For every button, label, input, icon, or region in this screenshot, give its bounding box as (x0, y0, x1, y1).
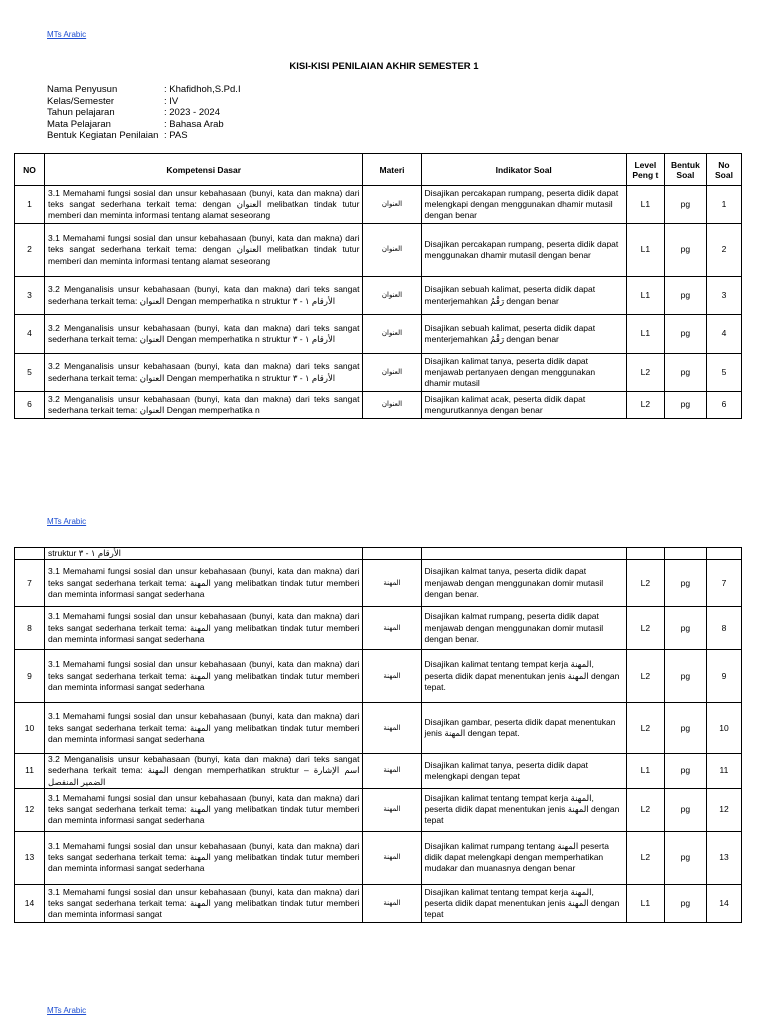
cell-indikator: Disajikan kalimat tentang tempat kerja المهنة, peserta didik dapat menentukan jenis المهنة dengan tepat (421, 884, 626, 922)
table-row (15, 560, 742, 607)
cell-level: L1 (626, 277, 664, 315)
cell-bentuk: pg (664, 650, 706, 703)
kisi-kisi-table-page2 (14, 547, 742, 923)
cell-level: L1 (626, 315, 664, 354)
cell-kd: 3.1 Memahami fungsi sosial dan unsur kebahasaan (bunyi, kata dan makna) dari teks sangat sederhana terkait tema: المهنة yang melibatkan tindak tutur memberi dan meminta informasi sangat sederhana (45, 788, 363, 831)
cell-level: L1 (626, 754, 664, 789)
cell-level: L1 (626, 186, 664, 224)
cell-level: L1 (626, 884, 664, 922)
cell-bentuk: pg (664, 392, 706, 419)
meta-value: : Khafidhoh,S.Pd.I (164, 84, 241, 95)
cell-no: 9 (15, 650, 45, 703)
cell-no: 10 (15, 703, 45, 754)
cell-no: 13 (15, 831, 45, 884)
cell-level: L2 (626, 354, 664, 392)
cell-materi: العنوان (363, 392, 421, 419)
cell-no: 1 (15, 186, 45, 224)
col-header-nosoal: No Soal (706, 154, 741, 186)
cell-bentuk: pg (664, 224, 706, 277)
cell-kd: 3.1 Memahami fungsi sosial dan unsur kebahasaan (bunyi, kata dan makna) dari teks sangat sederhana terkait tema: المهنة yang melibatkan tindak tutur memberi dan meminta informasi sangat sederhana (45, 607, 363, 650)
cell-level: L2 (626, 392, 664, 419)
document-meta (47, 84, 241, 142)
cell-bentuk: pg (664, 315, 706, 354)
cell-indikator: Disajikan kalimat tentang tempat kerja المهنة, peserta didik dapat menentukan jenis المهنة dengan tepat. (421, 650, 626, 703)
cell-materi: المهنة (363, 884, 421, 922)
cell-nosoal: 3 (706, 277, 741, 315)
cell-no: 3 (15, 277, 45, 315)
cell-bentuk: pg (664, 186, 706, 224)
cell-materi: العنوان (363, 277, 421, 315)
cell-bentuk: pg (664, 788, 706, 831)
cell-nosoal: 11 (706, 754, 741, 789)
document-title: KISI-KISI PENILAIAN AKHIR SEMESTER 1 (289, 61, 479, 72)
cell-indikator: Disajikan percakapan rumpang, peserta didik dapat menggunakan dhamir mutasil dengan benar (421, 224, 626, 277)
cell-kd: 3.2 Menganalisis unsur kebahasaan (bunyi, kata dan makna) dari teks sangat sederhana terkait tema: العنوان Dengan memperhatika n struktur الأرقام ١ - ٣ (45, 277, 363, 315)
cell-no: 6 (15, 392, 45, 419)
cell-kd: 3.2 Menganalisis unsur kebahasaan (bunyi, kata dan makna) dari teks sangat sederhana terkait tema: العنوان Dengan memperhatika n struktur الأرقام ١ - ٣ (45, 354, 363, 392)
cell-nosoal: 12 (706, 788, 741, 831)
cell-indikator: Disajikan kalimat tentang tempat kerja المهنة, peserta didik dapat menentukan jenis المهنة dengan tepat (421, 788, 626, 831)
table-row (15, 392, 742, 419)
table-row (15, 788, 742, 831)
cell-indikator: Disajikan gambar, peserta didik dapat menentukan jenis المهنة dengan tepat. (421, 703, 626, 754)
meta-row (47, 107, 241, 119)
table-row (15, 315, 742, 354)
cell-nosoal: 9 (706, 650, 741, 703)
meta-row (47, 119, 241, 131)
cell-level: L2 (626, 560, 664, 607)
meta-row (47, 130, 241, 142)
cell-nosoal: 1 (706, 186, 741, 224)
cell-bentuk: pg (664, 277, 706, 315)
cell-nosoal: 6 (706, 392, 741, 419)
cell-level: L2 (626, 831, 664, 884)
cell-kd: 3.1 Memahami fungsi sosial dan unsur kebahasaan (bunyi, kata dan makna) dari teks sangat sederhana terkait tema: المهنة yang melibatkan tindak tutur memberi dan meminta informasi sangat sederhana (45, 831, 363, 884)
col-header-indikator: Indikator Soal (421, 154, 626, 186)
cell-bentuk: pg (664, 703, 706, 754)
cell-bentuk: pg (664, 884, 706, 922)
cell-nosoal: 14 (706, 884, 741, 922)
cell-no: 11 (15, 754, 45, 789)
kisi-kisi-table-page1 (14, 153, 742, 419)
cell-materi: المهنة (363, 703, 421, 754)
col-header-no: NO (15, 154, 45, 186)
cell-bentuk: pg (664, 354, 706, 392)
table-row (15, 754, 742, 789)
header-link-page1[interactable]: MTs Arabic (47, 30, 87, 39)
cell-kd: 3.2 Menganalisis unsur kebahasaan (bunyi, kata dan makna) dari teks sangat sederhana terkait tema: المهنة dengan memperhatikan struktur اسم الإشارة – الضمير المنفصل (45, 754, 363, 789)
cell-bentuk: pg (664, 754, 706, 789)
cell-indikator: Disajikan sebuah kalimat, peserta didik dapat menterjemahkan رَقْمُ dengan benar (421, 277, 626, 315)
cell-indikator: Disajikan kalmat tanya, peserta didik dapat menjawab dengan menggunakan domir mutasil dengan benar. (421, 560, 626, 607)
table-row (15, 277, 742, 315)
cell-no: 12 (15, 788, 45, 831)
cell-nosoal: 4 (706, 315, 741, 354)
cell-materi: المهنة (363, 607, 421, 650)
cell-kd: 3.1 Memahami fungsi sosial dan unsur kebahasaan (bunyi, kata dan makna) dari teks sangat sederhana terkait tema: المهنة yang melibatkan tindak tutur memberi dan meminta informasi sangat (45, 884, 363, 922)
cell-level: L2 (626, 788, 664, 831)
cell-indikator: Disajikan kalimat tanya, peserta didik dapat melengkapi dengan tepat (421, 754, 626, 789)
table-row (15, 831, 742, 884)
col-header-bentuk: Bentuk Soal (664, 154, 706, 186)
table-row (15, 354, 742, 392)
meta-value: : IV (164, 95, 179, 107)
cell-level: L2 (626, 650, 664, 703)
cell-level: L2 (626, 703, 664, 754)
cell-kd: 3.1 Memahami fungsi sosial dan unsur kebahasaan (bunyi, kata dan makna) dari teks sangat sederhana terkait tema: المهنة yang melibatkan tindak tutur memberi dan meminta informasi sangat sederhana (45, 560, 363, 607)
cell-materi: المهنة (363, 754, 421, 789)
meta-value: : PAS (164, 130, 188, 141)
cell-materi: المهنة (363, 650, 421, 703)
cell-no: 2 (15, 224, 45, 277)
cell-no: 5 (15, 354, 45, 392)
meta-row (47, 84, 241, 96)
table-row (15, 884, 742, 922)
cell-materi: المهنة (363, 831, 421, 884)
cell-indikator: Disajikan percakapan rumpang, peserta didik dapat melengkapi dengan menggunakan dhamir mutasil dengan benar (421, 186, 626, 224)
cell-nosoal: 13 (706, 831, 741, 884)
cell-indikator: Disajikan kalmat rumpang, peserta didik dapat menjawab dengan menggunakan domir mutasil dengan benar. (421, 607, 626, 650)
cell-indikator: Disajikan kalimat acak, peserta didik dapat mengurutkannya dengan benar (421, 392, 626, 419)
cell-no: 8 (15, 607, 45, 650)
cell-indikator: Disajikan kalimat rumpang tentang المهنة peserta didik dapat melengkapi dengan memperhatikan mudakar dan muanasnya dengan benar (421, 831, 626, 884)
col-header-materi: Materi (363, 154, 421, 186)
header-link-page2[interactable]: MTs Arabic (47, 517, 87, 526)
cell-materi: العنوان (363, 315, 421, 354)
meta-row (47, 96, 241, 108)
cell-no: 14 (15, 884, 45, 922)
table-row (15, 224, 742, 277)
table-row (15, 607, 742, 650)
cell-no: 4 (15, 315, 45, 354)
cell-level: L2 (626, 607, 664, 650)
meta-value: : 2023 - 2024 (164, 107, 220, 118)
table-row (15, 186, 742, 224)
table-row (15, 703, 742, 754)
meta-label: Bentuk Kegiatan Penilaian (47, 130, 159, 141)
meta-label: Tahun pelajaran (47, 107, 115, 118)
col-header-kd: Kompetensi Dasar (45, 154, 363, 186)
cell-indikator: Disajikan sebuah kalimat, peserta didik dapat menterjemahkan رَقْمُ dengan benar (421, 315, 626, 354)
continuation-cell: struktur الأرقام ١ - ٣ (45, 548, 363, 560)
cell-no: 7 (15, 560, 45, 607)
meta-label: Mata Pelajaran (47, 118, 111, 130)
cell-bentuk: pg (664, 607, 706, 650)
cell-materi: العنوان (363, 224, 421, 277)
cell-materi: العنوان (363, 354, 421, 392)
meta-label: Kelas/Semester (47, 95, 115, 107)
meta-value: : Bahasa Arab (164, 118, 224, 130)
cell-nosoal: 10 (706, 703, 741, 754)
cell-materi: العنوان (363, 186, 421, 224)
cell-nosoal: 8 (706, 607, 741, 650)
table-row (15, 650, 742, 703)
cell-kd: 3.2 Menganalisis unsur kebahasaan (bunyi, kata dan makna) dari teks sangat sederhana terkait tema: العنوان Dengan memperhatika n (45, 392, 363, 419)
col-header-level: Level Peng t (626, 154, 664, 186)
cell-bentuk: pg (664, 560, 706, 607)
cell-level: L1 (626, 224, 664, 277)
cell-kd: 3.1 Memahami fungsi sosial dan unsur kebahasaan (bunyi, kata dan makna) dari teks sangat sederhana terkait tema: dengan العنوان melibatkan tindak tutur memberi dan meminta informasi tentang alamat seseorang (45, 186, 363, 224)
meta-label: Nama Penyusun (47, 84, 118, 95)
cell-materi: المهنة (363, 560, 421, 607)
cell-kd: 3.1 Memahami fungsi sosial dan unsur kebahasaan (bunyi, kata dan makna) dari teks sangat sederhana terkait tema: المهنة yang melibatkan tindak tutur memberi dan meminta informasi sangat sederhana (45, 650, 363, 703)
cell-indikator: Disajikan kalimat tanya, peserta didik dapat menjawab pertanyaen dengan menggunakan dhamir mutasil (421, 354, 626, 392)
cell-nosoal: 2 (706, 224, 741, 277)
cell-kd: 3.1 Memahami fungsi sosial dan unsur kebahasaan (bunyi, kata dan makna) dari teks sangat sederhana terkait tema: المهنة yang melibatkan tindak tutur memberi dan meminta informasi sangat sederhana (45, 703, 363, 754)
cell-kd: 3.2 Menganalisis unsur kebahasaan (bunyi, kata dan makna) dari teks sangat sederhana terkait tema: العنوان Dengan memperhatika n struktur الأرقام ١ - ٣ (45, 315, 363, 354)
cell-nosoal: 7 (706, 560, 741, 607)
cell-kd: 3.1 Memahami fungsi sosial dan unsur kebahasaan (bunyi, kata dan makna) dari teks sangat sederhana terkait tema: dengan العنوان melibatkan tindak tutur memberi dan meminta informasi tentang alamat seseorang (45, 224, 363, 277)
cell-materi: المهنة (363, 788, 421, 831)
header-link-page3[interactable]: MTs Arabic (47, 1006, 87, 1015)
cell-bentuk: pg (664, 831, 706, 884)
cell-nosoal: 5 (706, 354, 741, 392)
